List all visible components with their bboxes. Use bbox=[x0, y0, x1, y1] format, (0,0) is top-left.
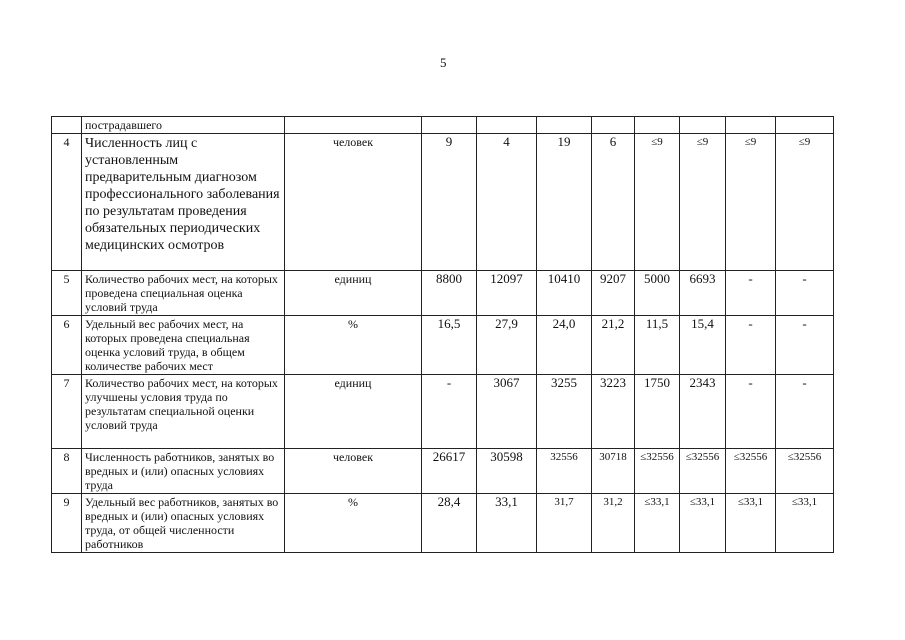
value-cell: ≤9 bbox=[726, 134, 776, 271]
table-row bbox=[52, 134, 834, 271]
value-cell: 9 bbox=[422, 134, 477, 271]
value-cell: - bbox=[776, 271, 834, 316]
value-cell: ≤9 bbox=[776, 134, 834, 271]
value-cell: - bbox=[726, 271, 776, 316]
row-name: Количество рабочих мест, на которых проведена специальная оценка условий труда bbox=[82, 271, 285, 316]
row-name: Удельный вес рабочих мест, на которых проведена специальная оценка условий труда, в общем количестве рабочих мест bbox=[82, 316, 285, 375]
row-number: 8 bbox=[52, 449, 82, 494]
row-name: Удельный вес работников, занятых во вредных и (или) опасных условиях труда, от общей численности работников bbox=[82, 494, 285, 553]
value-cell: 27,9 bbox=[477, 316, 537, 375]
value-cell: 31,7 bbox=[537, 494, 592, 553]
row-number: 9 bbox=[52, 494, 82, 553]
value-cell: 33,1 bbox=[477, 494, 537, 553]
value-cell: ≤32556 bbox=[726, 449, 776, 494]
value-cell: - bbox=[776, 316, 834, 375]
indicators-table bbox=[51, 116, 834, 553]
row-name: Численность работников, занятых во вредных и (или) опасных условиях труда bbox=[82, 449, 285, 494]
row-unit: % bbox=[285, 316, 422, 375]
value-cell: - bbox=[422, 375, 477, 449]
value-cell: ≤33,1 bbox=[726, 494, 776, 553]
row-number: 5 bbox=[52, 271, 82, 316]
value-cell: 11,5 bbox=[635, 316, 680, 375]
row-unit: % bbox=[285, 494, 422, 553]
row-name: Численность лиц с установленным предварительным диагнозом профессионального заболевания по результатам проведения обязательных периодических медицинских осмотров bbox=[82, 134, 285, 271]
value-cell: 16,5 bbox=[422, 316, 477, 375]
value-cell: 2343 bbox=[680, 375, 726, 449]
value-cell: - bbox=[726, 316, 776, 375]
table-row bbox=[52, 375, 834, 449]
value-cell: 8800 bbox=[422, 271, 477, 316]
value-cell: 3223 bbox=[592, 375, 635, 449]
row-name: Количество рабочих мест, на которых улучшены условия труда по результатам специальной оценки условий труда bbox=[82, 375, 285, 449]
value-cell: 28,4 bbox=[422, 494, 477, 553]
value-cell: 24,0 bbox=[537, 316, 592, 375]
value-cell: 10410 bbox=[537, 271, 592, 316]
value-cell: 30718 bbox=[592, 449, 635, 494]
value-cell: 6693 bbox=[680, 271, 726, 316]
value-cell: 4 bbox=[477, 134, 537, 271]
value-cell: 12097 bbox=[477, 271, 537, 316]
value-cell: 21,2 bbox=[592, 316, 635, 375]
row-number: 4 bbox=[52, 134, 82, 271]
value-cell: - bbox=[726, 375, 776, 449]
row-unit: человек bbox=[285, 134, 422, 271]
value-cell: 5000 bbox=[635, 271, 680, 316]
value-cell: ≤33,1 bbox=[776, 494, 834, 553]
value-cell: 9207 bbox=[592, 271, 635, 316]
value-cell: ≤32556 bbox=[635, 449, 680, 494]
table-row bbox=[52, 117, 834, 134]
value-cell: - bbox=[776, 375, 834, 449]
value-cell: 15,4 bbox=[680, 316, 726, 375]
row-unit: человек bbox=[285, 449, 422, 494]
value-cell: 31,2 bbox=[592, 494, 635, 553]
row-number: 7 bbox=[52, 375, 82, 449]
value-cell: 6 bbox=[592, 134, 635, 271]
value-cell: ≤32556 bbox=[680, 449, 726, 494]
value-cell: 1750 bbox=[635, 375, 680, 449]
row-name: пострадавшего bbox=[82, 117, 285, 134]
table-row bbox=[52, 316, 834, 375]
row-number: 6 bbox=[52, 316, 82, 375]
value-cell: ≤32556 bbox=[776, 449, 834, 494]
value-cell: 3255 bbox=[537, 375, 592, 449]
row-unit: единиц bbox=[285, 375, 422, 449]
value-cell: 19 bbox=[537, 134, 592, 271]
value-cell: ≤9 bbox=[635, 134, 680, 271]
value-cell: ≤9 bbox=[680, 134, 726, 271]
table-row bbox=[52, 494, 834, 553]
table-row bbox=[52, 449, 834, 494]
page-number: 5 bbox=[440, 55, 447, 70]
row-unit: единиц bbox=[285, 271, 422, 316]
value-cell: 3067 bbox=[477, 375, 537, 449]
value-cell: ≤33,1 bbox=[680, 494, 726, 553]
value-cell: 32556 bbox=[537, 449, 592, 494]
value-cell: ≤33,1 bbox=[635, 494, 680, 553]
value-cell: 30598 bbox=[477, 449, 537, 494]
table-row bbox=[52, 271, 834, 316]
value-cell: 26617 bbox=[422, 449, 477, 494]
